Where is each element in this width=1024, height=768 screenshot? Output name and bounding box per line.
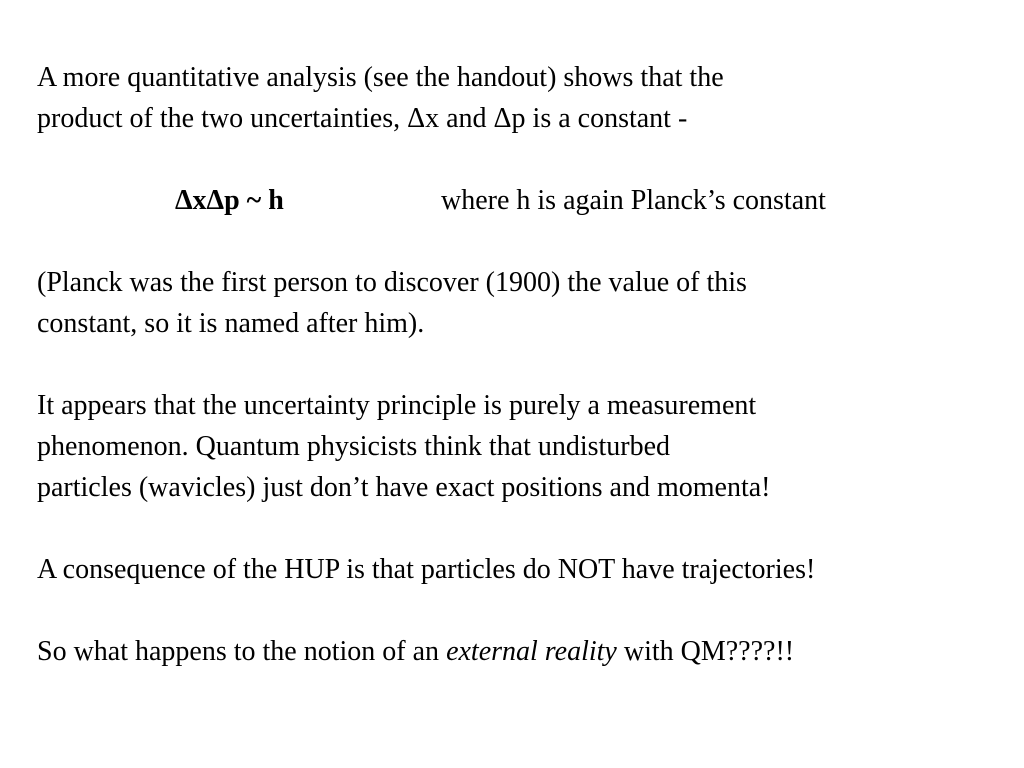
formula-note: where h is again Planck’s constant	[441, 185, 826, 216]
external-reality-emphasis: external reality	[446, 636, 617, 667]
paragraph-measurement-line-3: particles (wavicles) just don’t have exact positions and momenta!	[37, 472, 771, 503]
paragraph-planck-line-2: constant, so it is named after him).	[37, 308, 425, 339]
paragraph-measurement-line-2: phenomenon. Quantum physicists think that undisturbed	[37, 431, 671, 462]
paragraph-quantitative-line-2: product of the two uncertainties, Δx and Δp is a constant -	[37, 103, 688, 134]
paragraph-trajectories: A consequence of the HUP is that particles do NOT have trajectories!	[37, 554, 816, 585]
external-reality-suffix: with QM????!!	[616, 636, 795, 667]
paragraph-quantitative-line-1: A more quantitative analysis (see the handout) shows that the	[37, 62, 724, 93]
paragraph-measurement-line-1: It appears that the uncertainty principle is purely a measurement	[37, 390, 757, 421]
external-reality-prefix: So what happens to the notion of an	[37, 636, 447, 667]
uncertainty-formula: ΔxΔp ~ h	[175, 185, 284, 216]
paragraph-planck-line-1: (Planck was the first person to discover (1900) the value of this	[37, 267, 747, 298]
paragraph-external-reality	[37, 631, 794, 672]
